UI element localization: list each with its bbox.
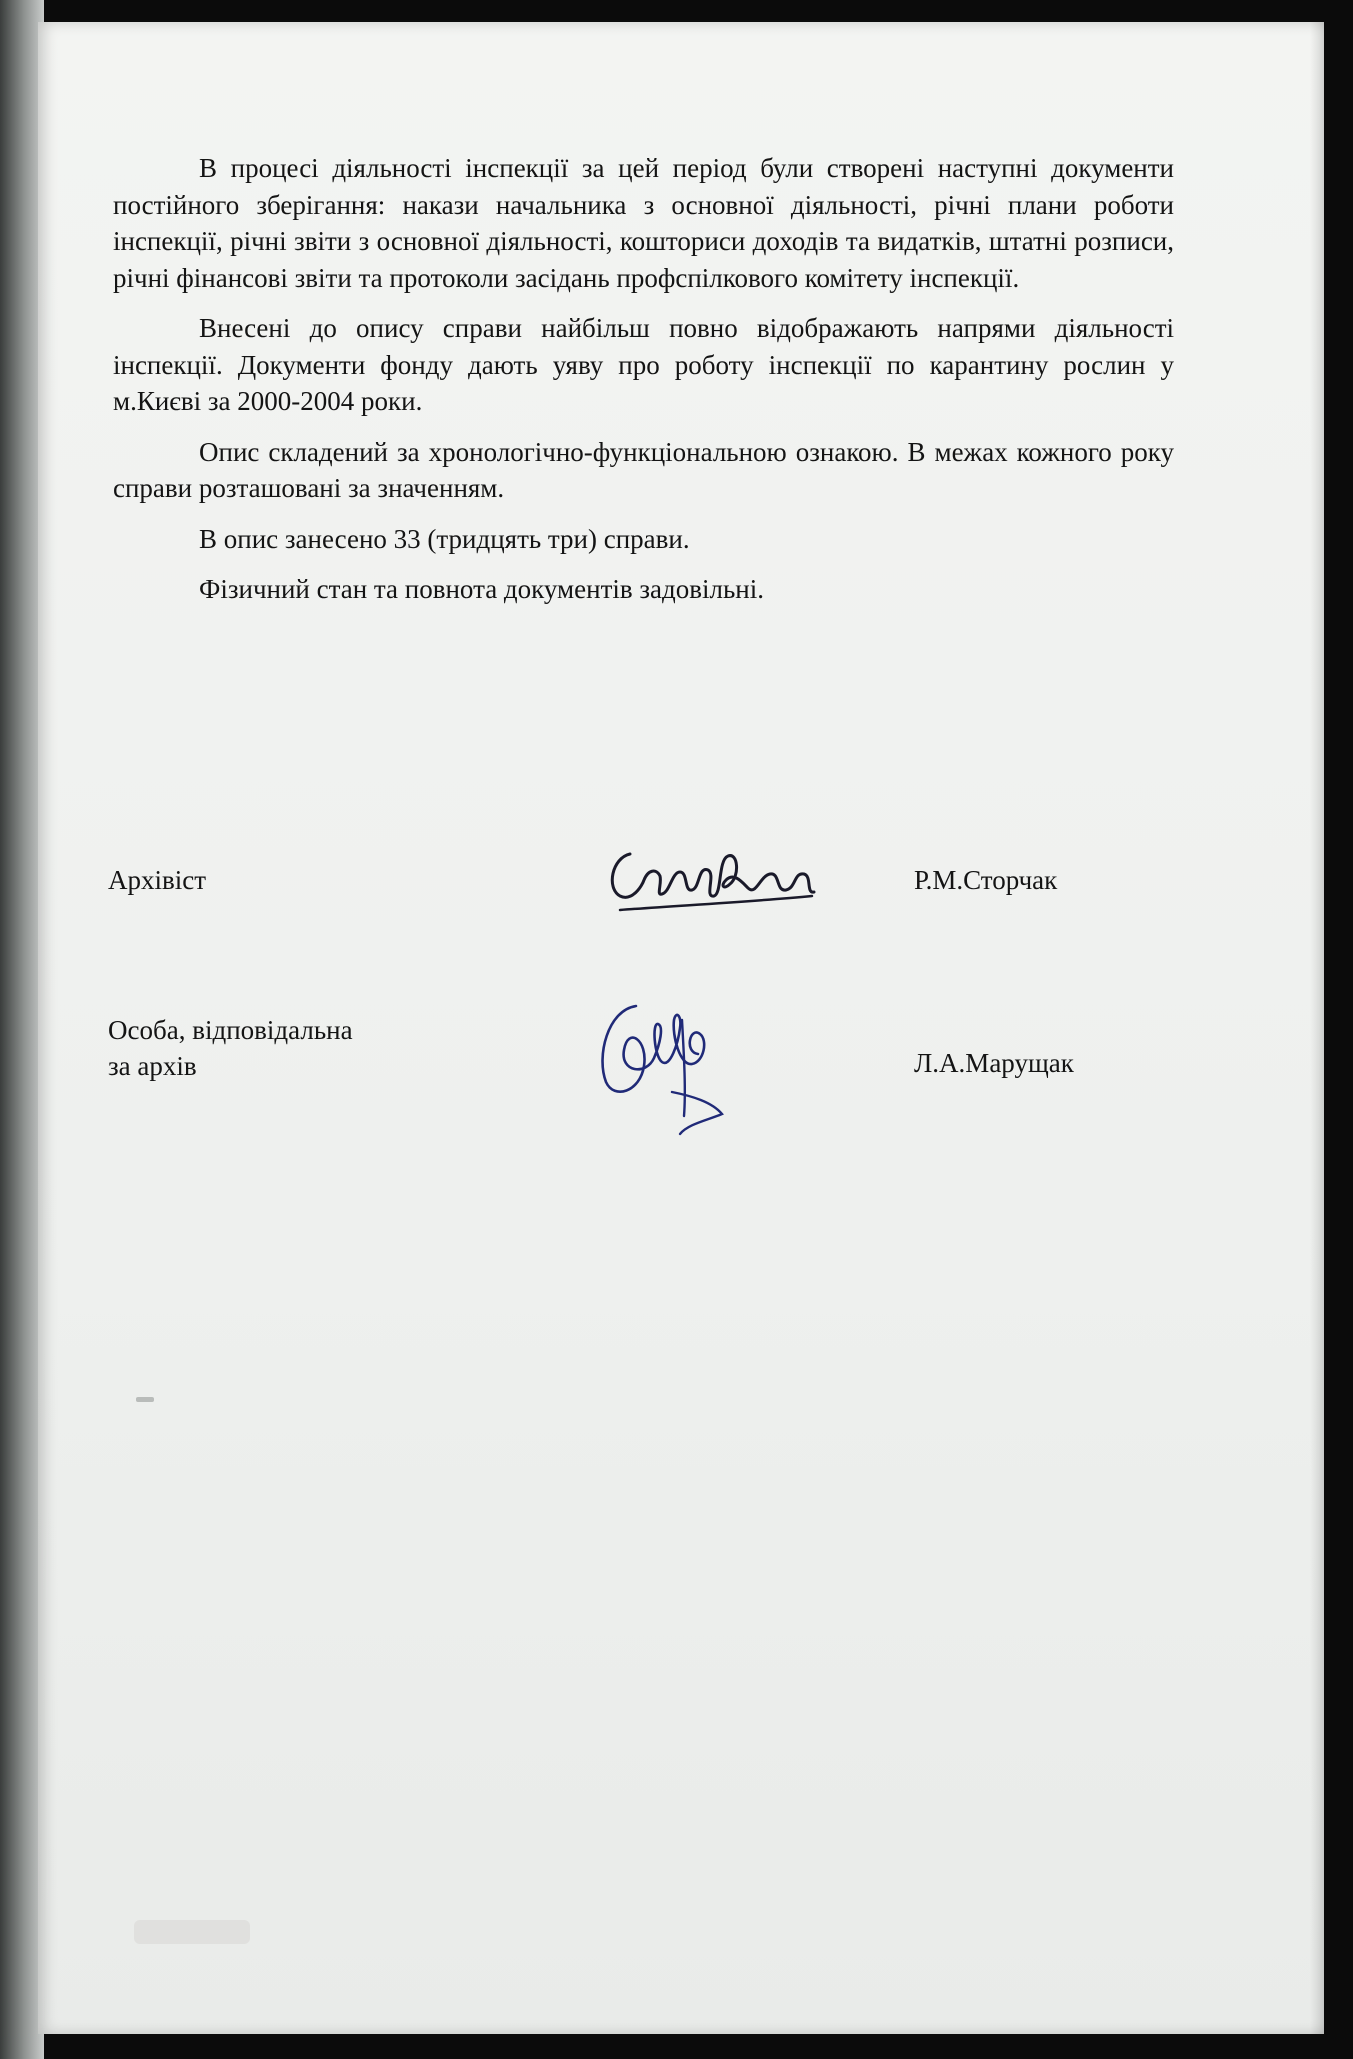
archivist-name: Р.М.Сторчак [914, 865, 1058, 895]
responsible-person-name: Л.А.Марущак [914, 1048, 1074, 1078]
paragraph-documents-created: В процесі діяльності інспекції за цей період були створені наступні документи постійного зберігання: накази начальника з основної діяльності, річні плани роботи інспекції, річні звіти з основної діяльності, кошториси доходів та видатків, штатні розписи, річні фінансові звіти та протоколи засідань профспілкового комітету інспекції. [113, 153, 1174, 293]
paragraph-case-count: В опис занесено 33 (тридцять три) справи. [199, 523, 690, 554]
paper-stain [134, 1920, 250, 1944]
paragraph-cases-description: Внесені до опису справи найбільш повно відображають напрями діяльності інспекції. Документи фонду дають уяву про роботу інспекції по карантину рослин у м.Києві за 2000-2004 роки. [113, 313, 1174, 416]
archivist-title: Архівіст [108, 865, 207, 895]
punch-mark [136, 1397, 154, 1402]
responsible-person-handwritten-signature [588, 996, 738, 1146]
paragraph-arrangement: Опис складений за хронологічно-функціональною ознакою. В межах кожного року справи розташовані за значенням. [113, 436, 1174, 503]
archivist-handwritten-signature [600, 836, 820, 926]
responsible-person-title-line2: за архів [108, 1051, 197, 1081]
paragraph-condition: Фізичний стан та повнота документів задовільні. [199, 574, 764, 604]
responsible-person-title-line1: Особа, відповідальна [108, 1015, 353, 1045]
document-body [113, 150, 1174, 622]
